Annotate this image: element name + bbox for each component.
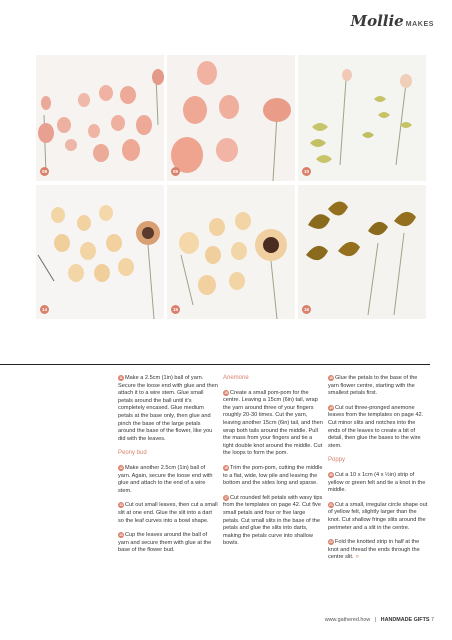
masthead-logo [350,12,434,30]
step-badge: 13 [119,503,123,508]
section-divider [0,364,430,365]
step-badge: 12 [119,465,123,470]
paragraph-text: Cup the leaves around the ball of yarn and secure them with glue at the base of the flower bud. [118,532,212,554]
paragraph-text: Glue the petals to the base of the yarn flower centre, starting with the smallest petals first. [328,375,418,397]
step-badge: 11 [119,376,123,380]
step-number-badge: 16 [303,307,309,312]
masthead-makes: MAKES [405,21,434,28]
paragraph [328,539,428,562]
step-badge: 19 [329,405,333,410]
page-footer [325,617,434,623]
page-number: 7 [431,617,434,623]
photo-grid [36,55,426,325]
paragraph [223,390,323,458]
step-number-badge: 09 [172,169,178,174]
step-photo-1 [36,55,164,181]
paragraph [118,465,218,495]
paragraph [118,375,218,443]
paragraph [118,502,218,525]
text-column-1 [118,375,218,562]
footer-title: HANDMADE GIFTS [380,617,430,623]
paragraph [328,472,428,495]
paragraph [328,375,428,398]
step-number-badge: 14 [41,307,47,312]
paragraph-text: Make a 2.5cm (1in) ball of yarn. Secure the loose end with glue and then attach it to a wire stem. Glue small petals around the ball until it's completely encased. Glue medium petals at the base only, then glue and pinch the base of the large petals around the base of the flower, like you did with the leaves. [118,375,218,442]
step-badge: 15 [224,390,228,395]
paragraph [223,465,323,488]
step-badge: 21 [329,502,333,507]
paragraph-text: Trim the pom-pom, cutting the middle to a flat, wide, low pile and leaving the bottom and the sides long and sparse. [223,464,323,487]
text-column-2 [223,375,323,555]
step-number-badge: 15 [172,307,178,312]
paragraph [223,495,323,548]
paragraph-text: Cut a small, irregular circle shape out of yellow felt, slightly larger than the knot. Cut shallow fringe slits around the perimeter and a slit in the centre. [328,501,428,531]
step-badge: 17 [224,495,228,500]
step-badge: 20 [329,472,333,477]
step-badge: 22 [329,540,333,545]
paragraph [118,532,218,555]
section-heading: Poppy [328,457,346,464]
paragraph-text: Cut a 10 x 1cm (4 x ½in) strip of yellow or green felt and tie a knot in the middle. [328,471,426,494]
paragraph-text: Make another 2.5cm (1in) ball of yarn. Again, secure the loose end with glue and attach to the end of a wire stem. [118,464,213,494]
footer-url: www.gathered.how [324,617,371,623]
continue-arrow-icon: » [355,554,359,561]
step-photo-3 [298,55,426,181]
step-badge: 16 [224,465,228,470]
paragraph-text: Cut out three-pronged anemone leaves from the templates on page 42. Cut minor slits and notches into the ends of the leaves to create a bit of detail, then glue the bases to the wire stem. [328,404,424,449]
step-badge: 18 [329,376,333,380]
paragraph-text: Cut rounded felt petals with wavy tips from the templates on page 42. Cut five small petals and four or five large petals. Cut small slits in the base of the petals and glue the slits into darts, making the petals curve into shallow bowls. [223,494,323,547]
footer-separator: | [374,617,377,623]
paragraph [328,502,428,532]
step-photo-6 [298,185,426,319]
step-number-badge: 08 [41,169,47,174]
step-photo-4 [36,185,164,319]
step-photo-2 [167,55,295,181]
section-heading: Peony bud [118,450,147,457]
paragraph-text: Fold the knotted strip in half at the knot and thread the ends through the centre slit. [328,539,420,561]
step-badge: 14 [119,533,123,538]
paragraph-text: Create a small pom-pom for the centre. Leaving a 15cm (6in) tail, wrap the yarn around three of your fingers roughly 20-30 times. Cut the yarn, leaving another 15cm (6in) tail, and then wrap both tails around the middle. Pull the mass from your fingers and tie a tight double knot around the middle. Cut the loops to form the pom. [223,389,323,457]
paragraph-text: Cut out small leaves, then cut a small slit at one end. Glue the slit into a dart so the leaf curves into a bowl shape. [118,502,218,524]
paragraph [328,405,428,451]
section-heading: Anemone [223,375,249,381]
step-photo-5 [167,185,295,319]
text-column-3 [328,375,428,569]
masthead-script: Mollie [350,12,404,30]
step-number-badge: 10 [303,169,309,174]
